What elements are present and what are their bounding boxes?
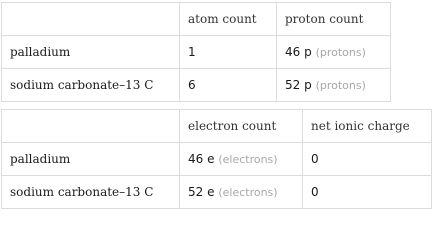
properties-table-2: [1, 109, 432, 209]
row-label: palladium: [2, 36, 180, 69]
corner-cell: [2, 110, 180, 143]
electron-count-cell: [180, 176, 303, 209]
proton-qualifier: (protons): [315, 79, 366, 92]
column-header-atom-count: atom count: [180, 3, 277, 36]
row-label: palladium: [2, 143, 180, 176]
proton-count-value: 46: [285, 45, 301, 59]
net-ionic-charge-value: 0: [311, 185, 319, 199]
column-header-net-ionic-charge: net ionic charge: [303, 110, 432, 143]
net-ionic-charge-value: 0: [311, 152, 319, 166]
table-row: [2, 69, 391, 102]
column-header-electron-count: electron count: [180, 110, 303, 143]
atom-count-value: 1: [188, 45, 196, 59]
row-label: sodium carbonate–13 C: [2, 69, 180, 102]
column-header-proton-count: proton count: [277, 3, 391, 36]
table-row: [2, 36, 391, 69]
corner-cell: [2, 3, 180, 36]
electron-count-value: 52: [188, 185, 204, 199]
electron-unit: e: [207, 152, 215, 166]
proton-unit: p: [304, 78, 312, 92]
table-row: [2, 176, 432, 209]
net-ionic-charge-cell: [303, 176, 432, 209]
electron-unit: e: [207, 185, 215, 199]
table-header-row: [2, 110, 432, 143]
proton-count-cell: [277, 69, 391, 102]
atom-count-value: 6: [188, 78, 196, 92]
properties-table-1: [1, 2, 391, 102]
table-header-row: [2, 3, 391, 36]
electron-count-cell: [180, 143, 303, 176]
table-row: [2, 143, 432, 176]
proton-count-cell: [277, 36, 391, 69]
proton-qualifier: (protons): [315, 46, 366, 59]
proton-unit: p: [304, 45, 312, 59]
atom-count-cell: [180, 36, 277, 69]
proton-count-value: 52: [285, 78, 301, 92]
electron-count-value: 46: [188, 152, 204, 166]
electron-qualifier: (electrons): [218, 153, 278, 166]
row-label: sodium carbonate–13 C: [2, 176, 180, 209]
atom-count-cell: [180, 69, 277, 102]
electron-qualifier: (electrons): [218, 186, 278, 199]
net-ionic-charge-cell: [303, 143, 432, 176]
